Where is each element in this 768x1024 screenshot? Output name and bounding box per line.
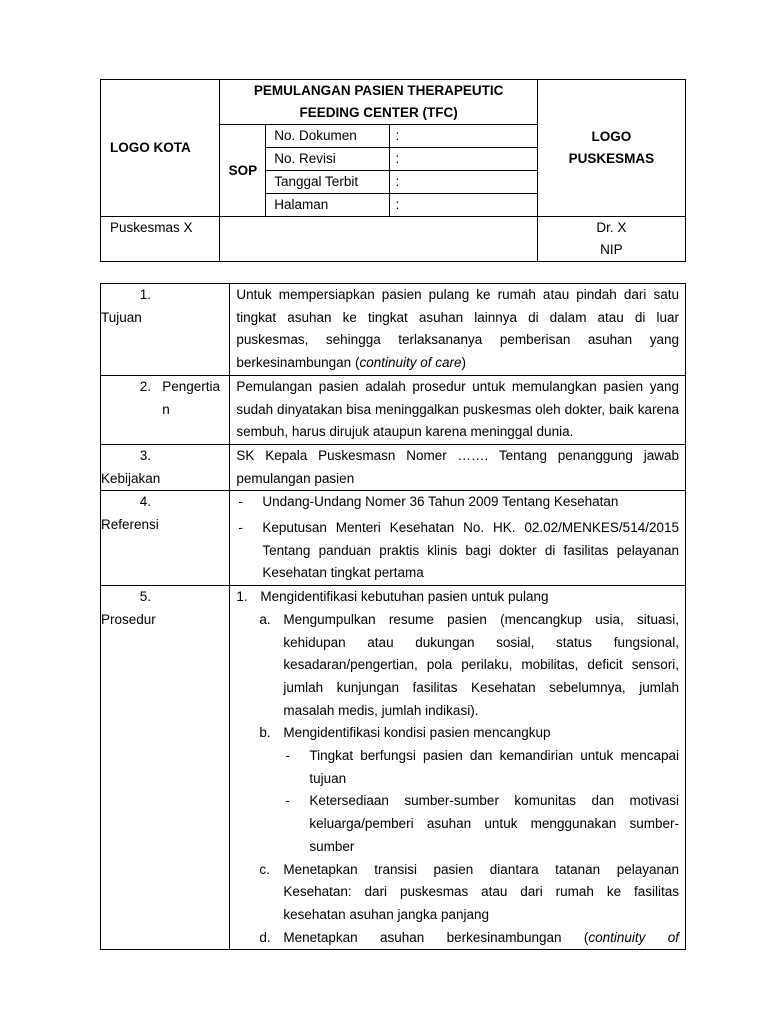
list-item: d. Menetapkan asuhan berkesinambungan (continuity of xyxy=(259,929,680,945)
meta-label-halaman: Halaman xyxy=(266,194,389,217)
section-content xyxy=(230,375,686,444)
meta-value-no-dokumen: : xyxy=(389,125,537,148)
logo-puskesmas-line-2: PUSKESMAS xyxy=(568,151,655,166)
meta-label-no-dokumen: No. Dokumen xyxy=(266,125,389,148)
doctor-name: Dr. X xyxy=(596,220,627,235)
list-item: - Tingkat berfungsi pasien dan kemandirian untuk mencapai tujuan xyxy=(285,748,679,786)
pengertian-text: Pemulangan pasien adalah prosedur untuk memulangkan pasien yang sudah dinyatakan bisa meninggalkan puskesmas oleh dokter, baik karena sembuh, harus dirujuk ataupun karena meninggal dunia. xyxy=(236,378,679,440)
meta-value-tanggal-terbit: : xyxy=(389,171,537,194)
section-label xyxy=(101,586,230,950)
meta-label-no-revisi: No. Revisi xyxy=(266,148,389,171)
section-label xyxy=(101,491,230,586)
section-number: 2. xyxy=(139,378,151,394)
section-label xyxy=(101,375,230,444)
title-line-2: FEEDING CENTER (TFC) xyxy=(299,105,458,120)
meta-value-halaman: : xyxy=(389,194,537,217)
section-number: 3. xyxy=(139,447,151,463)
list-item: b. Mengidentifikasi kondisi pasien mencangkup xyxy=(259,725,551,741)
kebijakan-text: SK Kepala Puskesmasn Nomer ……. Tentang penanggung jawab pemulangan pasien xyxy=(236,447,679,486)
puskesmas-name: Puskesmas X xyxy=(101,217,220,262)
meta-value-no-revisi: : xyxy=(389,148,537,171)
list-item: 1. Mengidentifikasi kebutuhan pasien untuk pulang xyxy=(236,589,549,605)
section-referensi xyxy=(101,491,686,586)
document-title xyxy=(220,80,537,125)
section-title: Pengertia n xyxy=(162,378,221,417)
doctor-signature xyxy=(537,217,685,262)
sop-body-table xyxy=(100,283,686,950)
section-content xyxy=(230,491,686,586)
list-item: - Keputusan Menteri Kesehatan No. HK. 02.02/MENKES/514/2015 Tentang panduan praktis klinis bagi dokter di fasilitas pelayanan Kesehatan tingkat pertama xyxy=(238,520,679,581)
meta-label-tanggal-terbit: Tanggal Terbit xyxy=(266,171,389,194)
section-kebijakan xyxy=(101,444,686,490)
section-title: Kebijakan xyxy=(101,470,161,486)
list-item: c. Menetapkan transisi pasien diantara tatanan pelayanan Kesehatan: dari puskesmas atau dari rumah ke fasilitas kesehatan asuhan jangka panjang xyxy=(259,861,679,922)
title-line-1: PEMULANGAN PASIEN THERAPEUTIC xyxy=(253,83,504,98)
empty-signature-cell xyxy=(220,217,537,262)
list-item: - Ketersediaan sumber-sumber komunitas dan motivasi keluarga/pemberi asuhan untuk menggunakan sumber-sumber xyxy=(285,793,679,854)
tujuan-text: Untuk mempersiapkan pasien pulang ke rumah atau pindah dari satu tingkat asuhan ke tingkat asuhan lainnya di dalam atau di luar puskesmas, sehingga terlaksananya pemberisan asuhan yang berkesinambungan (continuity of care) xyxy=(236,287,679,371)
logo-puskesmas xyxy=(537,80,685,217)
list-item: - Undang-Undang Nomer 36 Tahun 2009 Tentang Kesehatan xyxy=(238,494,619,510)
continuity-of-care: continuity of care xyxy=(359,355,462,371)
section-title: Prosedur xyxy=(101,611,156,627)
sop-header-table xyxy=(100,79,686,262)
section-number: 4. xyxy=(139,494,151,510)
section-title: Tujuan xyxy=(101,309,142,325)
section-number: 5. xyxy=(139,589,151,605)
section-label xyxy=(101,444,230,490)
section-number: 1. xyxy=(139,287,151,302)
section-tujuan xyxy=(101,284,686,376)
sop-label: SOP xyxy=(220,125,266,217)
doctor-nip: NIP xyxy=(600,242,623,257)
section-label xyxy=(101,284,230,376)
section-prosedur xyxy=(101,586,686,950)
section-title: Referensi xyxy=(101,517,159,533)
section-pengertian xyxy=(101,375,686,444)
section-content xyxy=(230,586,686,950)
logo-puskesmas-line-1: LOGO xyxy=(591,129,632,144)
section-content xyxy=(230,444,686,490)
list-item: a. Mengumpulkan resume pasien (mencangkup usia, situasi, kehidupan atau dukungan sosial, status fungsional, kesadaran/pengertian, pola perilaku, mobilitas, deficit sensori, jumlah kunjungan fasilitas Kesehatan sebelumnya, jumlah masalah medis, jumlah indikasi). xyxy=(259,611,679,718)
section-content xyxy=(230,284,686,376)
logo-kota: LOGO KOTA xyxy=(101,80,220,217)
